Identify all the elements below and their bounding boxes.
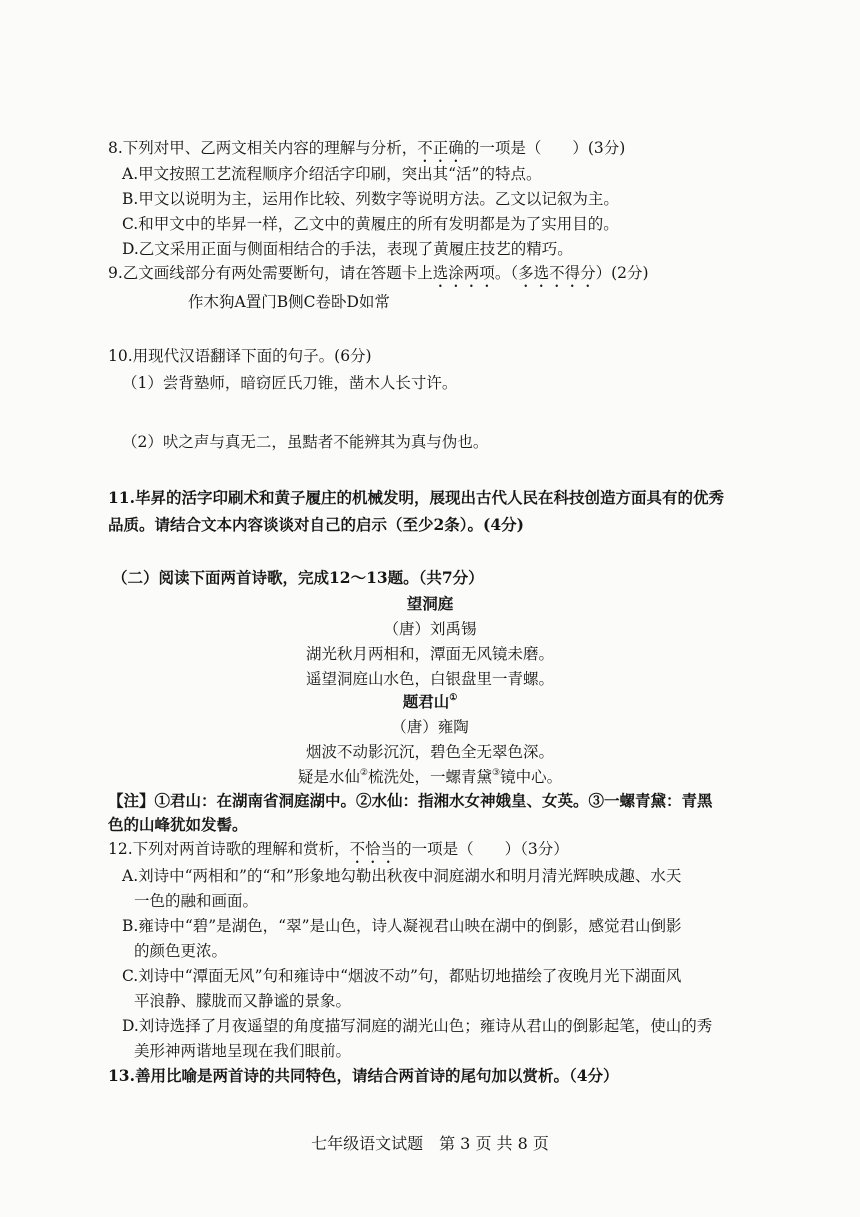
q8-option-c: C.和甲文中的毕昇一样，乙文中的黄履庄的所有发明都是为了实用目的。 xyxy=(122,215,619,233)
q9-sentence: 作木狗A置门B侧C卷卧D如常 xyxy=(188,293,390,311)
poem-notes-line-2: 色的山峰犹如发髻。 xyxy=(108,815,248,834)
poem2-line-1: 烟波不动影沉沉，碧色全无翠色深。 xyxy=(305,743,554,761)
q8-option-d: D.乙文采用正面与侧面相结合的手法，表现了黄履庄技艺的精巧。 xyxy=(122,240,573,258)
q12-option-c-line-1: C.刘诗中“潭面无风”句和雍诗中“烟波不动”句，都贴切地描绘了夜晚月光下湖面风 xyxy=(122,967,682,985)
poem1-title: 望洞庭 xyxy=(406,594,454,613)
q11-line-2: 品质。请结合文本内容谈谈对自己的启示（至少2条）。(4分) xyxy=(108,515,524,534)
q12-option-b-line-2: 的颜色更浓。 xyxy=(134,942,228,960)
poem1-author: （唐）刘禹锡 xyxy=(383,620,477,638)
q8-emphasis: 不正确 xyxy=(417,139,464,157)
q12-option-a-line-1: A.刘诗中“两相和”的“和”形象地勾勒出秋夜中洞庭湖水和明月清光辉映成趣、水天 xyxy=(122,867,682,885)
q12-option-b-line-1: B.雍诗中“碧”是湖色，“翠”是山色，诗人凝视君山映在湖中的倒影，感觉君山倒影 xyxy=(122,917,682,935)
q12-option-d-line-1: D.刘诗选择了月夜遥望的角度描写洞庭的湖光山色；雍诗从君山的倒影起笔，使山的秀 xyxy=(122,1017,713,1035)
poem1-line-1: 湖光秋月两相和，潭面无风镜未磨。 xyxy=(305,645,554,663)
q12-option-c-line-2: 平浪静、朦胧而又静谧的景象。 xyxy=(134,992,352,1010)
poem2-line-2: 疑是水仙②梳洗处，一螺青黛③镜中心。 xyxy=(297,768,563,786)
section-2-heading: （二）阅读下面两首诗歌，完成12～13题。（共7分） xyxy=(112,568,484,587)
q10-item-2: （2）吠之声与真无二，虽黠者不能辨其为真与伪也。 xyxy=(122,433,489,451)
poem-notes-line-1: 【注】①君山：在湖南省洞庭湖中。②水仙：指湘水女神娥皇、女英。③一螺青黛：青黑 xyxy=(108,791,713,810)
q10-item-1: （1）尝背塾师，暗窃匠氏刀锥，凿木人长寸许。 xyxy=(122,374,458,392)
q8-option-a: A.甲文按照工艺流程顺序介绍活字印刷，突出其“活”的特点。 xyxy=(122,165,542,183)
poem2-author: （唐）雍陶 xyxy=(391,718,469,736)
q12-option-a-line-2: 一色的融和画面。 xyxy=(134,892,259,910)
poem2-title: 题君山① xyxy=(402,692,458,711)
q8-stem: 8.下列对甲、乙两文相关内容的理解与分析，不正确的一项是（ ）(3分) xyxy=(108,139,626,157)
poem2-title-note: ① xyxy=(449,693,458,703)
q13-stem: 13.善用比喻是两首诗的共同特色，请结合两首诗的尾句加以赏析。（4分） xyxy=(108,1066,619,1085)
q12-option-d-line-2: 美形神两谐地呈现在我们眼前。 xyxy=(134,1042,352,1060)
poem1-line-2: 遥望洞庭山水色，白银盘里一青螺。 xyxy=(305,670,554,688)
q12-stem: 12.下列对两首诗歌的理解和赏析，不恰当的一项是（ ）（3分） xyxy=(108,840,569,858)
q11-line-1: 11.毕昇的活字印刷术和黄子履庄的机械发明，展现出古代人民在科技创造方面具有的优秀 xyxy=(108,488,724,507)
q9-stem: 9.乙文画线部分有两处需要断句，请在答题卡上选涂两项。（多选不得分）(2分) xyxy=(108,264,649,282)
page-footer: 七年级语文试题 第 3 页 共 8 页 xyxy=(311,1134,549,1153)
q8-option-b: B.甲文以说明为主，运用作比较、列数字等说明方法。乙文以记叙为主。 xyxy=(122,190,619,208)
q10-stem: 10.用现代汉语翻译下面的句子。(6分) xyxy=(108,347,372,365)
